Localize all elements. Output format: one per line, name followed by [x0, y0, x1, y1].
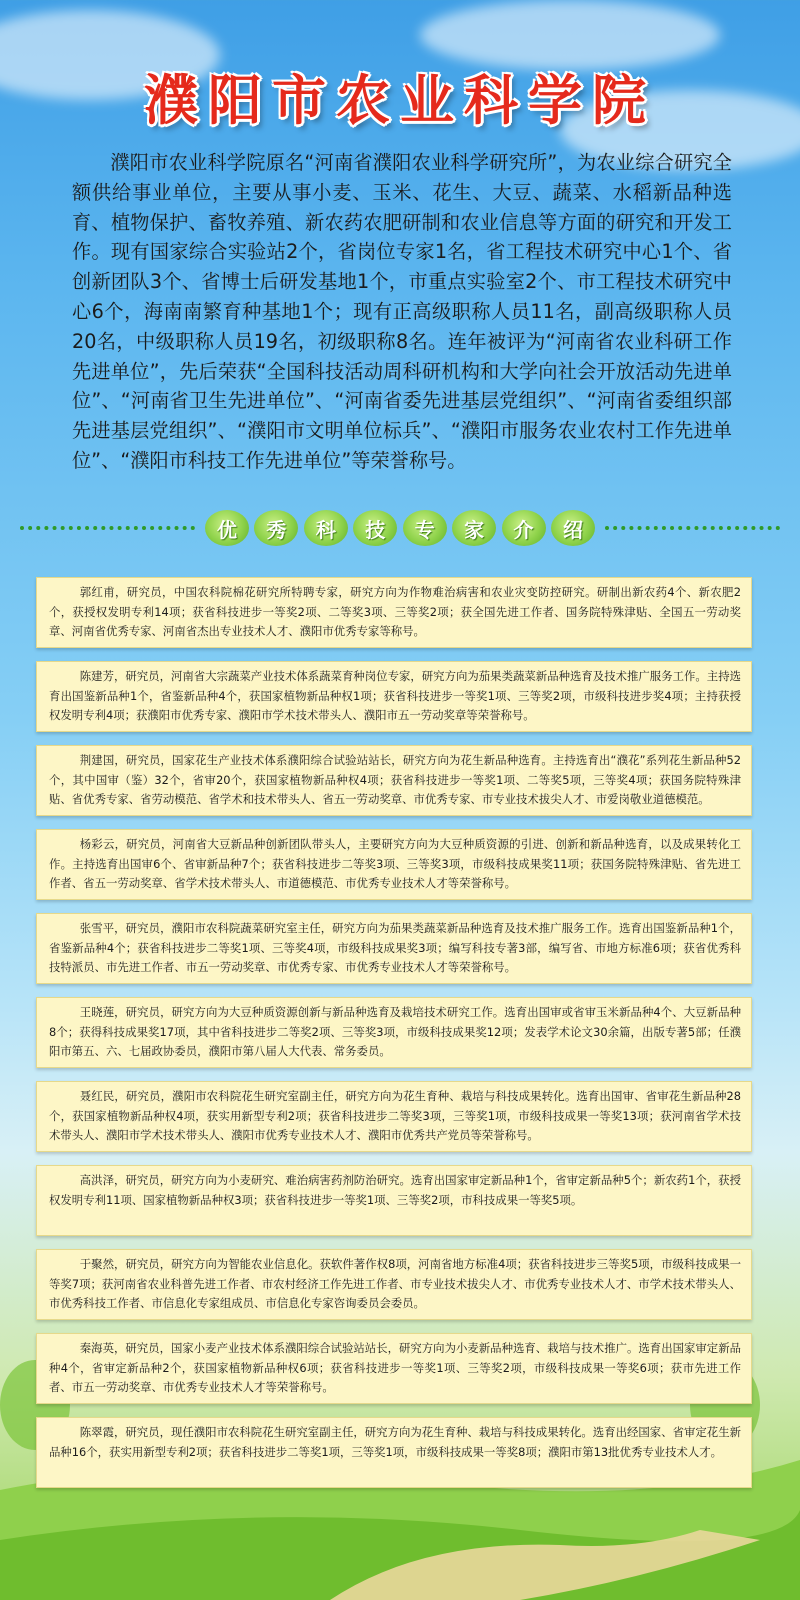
expert-bio: 聂红民，研究员，濮阳市农科院花生研究室副主任，研究方向为花生育种、栽培与科技成果转化。选育出国审、省审花生新品种28个，获国家植物新品种权4项，获实用新型专利2项；获省科技进步二等奖3项，三等奖1项，市级科技成果一等奖13项；获河南省学术技术带头人、濮阳市学术技术带头人、濮阳市优秀专业技术人才、濮阳市优秀共产党员等荣誉称号。: [49, 1089, 741, 1142]
page-title: 濮阳市农业科学院: [144, 68, 656, 132]
expert-card: [36, 1417, 752, 1488]
expert-bio: 郭红甫，研究员，中国农科院棉花研究所特聘专家，研究方向为作物难治病害和农业灾变防控研究。研制出新农药4个、新农肥2个，获授权发明专利14项；获省科技进步一等奖2项、二等奖3项、三等奖2项；获全国先进工作者、国务院特殊津贴、全国五一劳动奖章、河南省优秀专家、河南省杰出专业技术人才、濮阳市优秀专家等称号。: [49, 585, 741, 638]
expert-card: [36, 1333, 752, 1404]
intro-paragraph: 濮阳市农业科学院原名“河南省濮阳农业科学研究所”，为农业综合研究全额供给事业单位，主要从事小麦、玉米、花生、大豆、蔬菜、水稻新品种选育、植物保护、畜牧养殖、新农药农肥研制和农业信息等方面的研究和开发工作。现有国家综合实验站2个，省岗位专家1名，省工程技术研究中心1个、省创新团队3个、省博士后研发基地1个，市重点实验室2个、市工程技术研究中心6个，海南南繁育种基地1个；现有正高级职称人员11名，副高级职称人员20名，中级职称人员19名，初级职称8名。连年被评为“河南省农业科研工作先进单位”，先后荣获“全国科技活动周科研机构和大学向社会开放活动先进单位”、“河南省卫生先进单位”、“河南省委先进基层党组织”、“河南省委组织部先进基层党组织”、“濮阳市文明单位标兵”、“濮阳市服务农业农村工作先进单位”、“濮阳市科技工作先进单位”等荣誉称号。: [72, 151, 732, 472]
expert-bio: 荆建国，研究员，国家花生产业技术体系濮阳综合试验站站长，研究方向为花生新品种选育。主持选育出“濮花”系列花生新品种52个，其中国审（鉴）32个，省审20个，获国家植物新品种权4项；获省科技进步一等奖1项、二等奖5项，三等奖4项；获国务院特殊津贴、省优秀专家、省劳动模范、省学术和技术带头人、省五一劳动奖章、市优秀专家、市专业技术拔尖人才、市爱岗敬业道德模范。: [49, 753, 741, 806]
section-title-char: 家: [452, 510, 496, 546]
section-title-char: 优: [205, 510, 249, 546]
expert-card: [36, 829, 752, 900]
section-title-char: 技: [353, 510, 397, 546]
expert-card: [36, 997, 752, 1068]
section-title-char: 绍: [551, 510, 595, 546]
dotted-divider-left: [20, 526, 195, 530]
section-header: [20, 510, 780, 546]
expert-bio: 杨彩云，研究员，河南省大豆新品种创新团队带头人，主要研究方向为大豆种质资源的引进、创新和新品种选育，以及成果转化工作。主持选育出国审6个、省审新品种7个；获省科技进步二等奖3项、三等奖3项，市级科技成果奖11项；获国务院特殊津贴、省先进工作者、省五一劳动奖章、省学术技术带头人、市道德模范、市优秀专业技术人才等荣誉称号。: [49, 837, 741, 890]
section-title-badges: [205, 510, 595, 546]
expert-card: [36, 577, 752, 648]
expert-bio: 于聚然，研究员，研究方向为智能农业信息化。获软件著作权8项，河南省地方标准4项；获省科技进步三等奖5项，市级科技成果一等奖7项；获河南省农业科普先进工作者、市农村经济工作先进工作者、市专业技术拔尖人才、市优秀专业技术人才、市学术技术带头人、市优秀科技工作者、市信息化专家组成员、市信息化专家咨询委员会委员。: [49, 1257, 741, 1310]
expert-card: [36, 1165, 752, 1236]
section-title-char: 介: [502, 510, 546, 546]
expert-bio: 张雪平，研究员，濮阳市农科院蔬菜研究室主任，研究方向为茄果类蔬菜新品种选育及技术推广服务工作。选育出国鉴新品种1个，省鉴新品种4个；获省科技进步二等奖1项、三等奖4项，市级科技成果奖3项；编写科技专著3部，编写省、市地方标准6项；获省优秀科技特派员、市先进工作者、市五一劳动奖章、市优秀专家、市优秀专业技术人才等荣誉称号。: [49, 921, 741, 974]
expert-bio: 陈建芳，研究员，河南省大宗蔬菜产业技术体系蔬菜育种岗位专家，研究方向为茄果类蔬菜新品种选育及技术推广服务工作。主持选育出国鉴新品种1个，省鉴新品种4个，获国家植物新品种权1项；获省科技进步一等奖1项、三等奖2项，市级科技进步奖4项；主持获授权发明专利4项；获濮阳市优秀专家、濮阳市学术技术带头人、濮阳市五一劳动奖章等荣誉称号。: [49, 669, 741, 722]
section-title-char: 科: [304, 510, 348, 546]
expert-bio: 秦海英，研究员，国家小麦产业技术体系濮阳综合试验站站长，研究方向为小麦新品种选育、栽培与技术推广。选育出国家审定新品种4个，省审定新品种2个，获国家植物新品种权6项；获省科技进步一等奖1项、三等奖2项，市级科技成果一等奖6项；获市先进工作者、市五一劳动奖章、市优秀专业技术人才等荣誉称号。: [49, 1341, 741, 1394]
expert-card: [36, 913, 752, 984]
expert-bio: 高洪泽，研究员，研究方向为小麦研究、难治病害药剂防治研究。选育出国家审定新品种1个，省审定新品种5个；新农药1个，获授权发明专利11项、国家植物新品种权3项；获省科技进步一等奖1项、三等奖2项，市科技成果一等奖5项。: [49, 1173, 741, 1207]
expert-card: [36, 745, 752, 816]
section-title-char: 秀: [254, 510, 298, 546]
expert-card: [36, 1081, 752, 1152]
expert-card: [36, 661, 752, 732]
expert-bio: 陈翠霞，研究员，现任濮阳市农科院花生研究室副主任，研究方向为花生育种、栽培与科技成果转化。选育出经国家、省审定花生新品种16个，获实用新型专利2项；获省科技进步二等奖1项，三等奖1项，市级科技成果一等奖8项；濮阳市第13批优秀专业技术人才。: [49, 1425, 741, 1459]
dotted-divider-right: [605, 526, 780, 530]
expert-card: [36, 1249, 752, 1320]
section-title-char: 专: [403, 510, 447, 546]
expert-bio: 王晓莲，研究员，研究方向为大豆种质资源创新与新品种选育及栽培技术研究工作。选育出国审或省审玉米新品种4个、大豆新品种8个；获得科技成果奖17项，其中省科技进步二等奖2项、三等奖3项，市级科技成果奖12项；发表学术论文30余篇，出版专著5部；任濮阳市第五、六、七届政协委员，濮阳市第八届人大代表、常务委员。: [49, 1005, 741, 1058]
